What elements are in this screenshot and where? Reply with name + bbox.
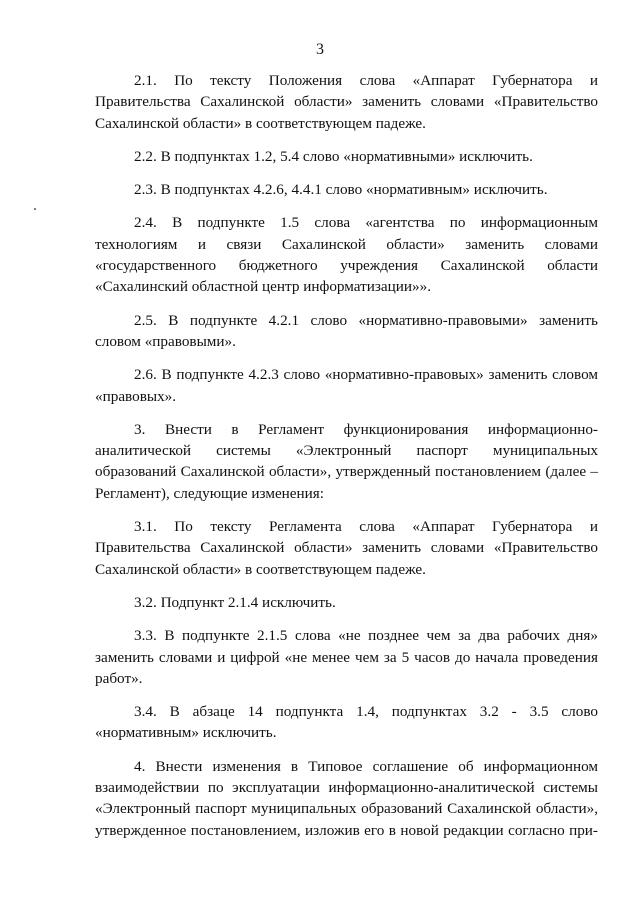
paragraph-2-6: 2.6. В подпункте 4.2.3 слово «нормативно-правовых» заменить словом «правовых». [95,366,598,405]
page-number: 3 [316,41,324,58]
scan-speck [34,208,36,210]
paragraph-3-1: 3.1. По тексту Регламента слова «Аппарат Губернатора и Правительства Сахалинской области» заменить словами «Правительство Сахалинской области» в соответствующем падеже. [95,518,598,578]
paragraph-3-3: 3.3. В подпункте 2.1.5 слова «не позднее чем за два рабочих дня» заменить словами и цифрой «не менее чем за 5 часов до начала проведения работ». [95,627,598,687]
paragraph-2-1: 2.1. По тексту Положения слова «Аппарат Губернатора и Правительства Сахалинской области» заменить словами «Правительство Сахалинской области» в соответствующем падеже. [95,72,598,132]
paragraph-3-2: 3.2. Подпункт 2.1.4 исключить. [134,593,336,611]
paragraph-4: 4. Внести изменения в Типовое соглашение об информационном взаимодействии по эксплуатации информационно-аналитической системы «Электронный паспорт муниципальных образований Сахалинской области», утвержденное постановлением, изложив его в новой редакции согласно при- [95,757,598,839]
paragraph-3-4: 3.4. В абзаце 14 подпункта 1.4, подпунктах 3.2 - 3.5 слово «нормативным» исключить. [95,703,598,742]
paragraph-2-5: 2.5. В подпункте 4.2.1 слово «нормативно-правовыми» заменить словом «правовыми». [95,311,598,350]
paragraph-2-3: 2.3. В подпунктах 4.2.6, 4.4.1 слово «нормативным» исключить. [134,181,548,199]
paragraph-3: 3. Внести в Регламент функционирования информационно-аналитической системы «Электронный паспорт муниципальных образований Сахалинской области», утвержденный постановлением (далее – Регламент), следующие изменения: [95,420,598,502]
paragraph-2-4: 2.4. В подпункте 1.5 слова «агентства по информационным технологиям и связи Сахалинской области» заменить словами «государственного бюджетного учреждения Сахалинской области «Сахалинский областной центр информатизации»». [95,214,598,296]
paragraph-2-2: 2.2. В подпунктах 1.2, 5.4 слово «нормативными» исключить. [134,147,533,165]
document-body [95,70,598,853]
